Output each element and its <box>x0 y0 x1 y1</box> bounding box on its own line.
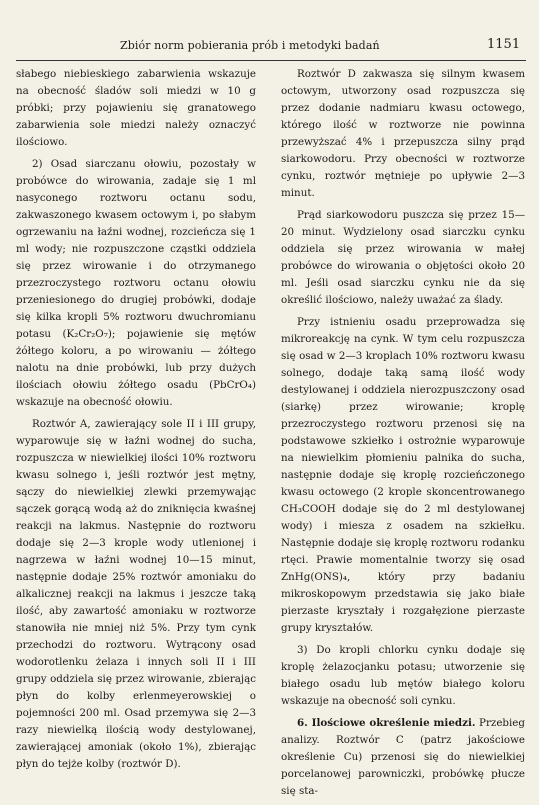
section-copper <box>281 715 525 800</box>
right-column <box>281 66 525 805</box>
paragraph-hydrogen-sulfide: Prąd siarkowodoru puszcza się przez 15—20 minut. Wydzielony osad siarczku cynku oddziela się przez wirowania w małej probówce do wirowania o objętości około 20 ml. Jeśli osad siarczku cynku nie da się określić ilościowo, należy uważać za ślady. <box>281 209 525 306</box>
paragraph-ferrocyanide-test: 3) Do kropli chlorku cynku dodaje się kroplę żelazocjanku potasu; utworzenie się białego osadu lub mętów białego koloru wskazuje na obecność soli cynku. <box>281 644 525 707</box>
section-heading: 6. Ilościowe określenie miedzi. <box>297 717 476 729</box>
paragraph-microreaction: Przy istnieniu osadu przeprowadza się mikroreakcję na cynk. W tym celu rozpuszcza się osad w 2—3 kroplach 10% roztworu kwasu solnego, dodaje taką samą ilość wody destylowanej i oddziela nierozpuszczony osad (siarkę) przez wirowanie; kroplę przezroczystego roztworu przenosi się na podstawowe szkiełko i ostrożnie wyparowuje na niewielkim płomieniu palnika do sucha, następnie dodaje się kroplę rozcieńczonego kwasu octowego (2 krople skoncentrowanego CH₃COOH dodaje się do 2 ml destylowanej wody) i miesza z osadem na szkiełku. Następnie dodaje się kroplę roztworu rodanku rtęci. Prawie momentalnie tworzy się osad ZnHg(ONS)₄, który przy badaniu mikroskopowym przedstawia się jako białe pierzaste kryształy i rozgałęzione pierzaste grupy kryształów. <box>281 316 525 634</box>
header-title: Zbiór norm pobierania prób i metodyki badań <box>120 39 380 52</box>
left-column <box>16 66 256 778</box>
paragraph-continuation: słabego niebieskiego zabarwienia wskazuje na obecność śladów soli miedzi w 10 g próbki; przy pojawieniu się granatowego zabarwienia sole miedzi należy oznaczyć ilościowo. <box>16 68 256 148</box>
section-text: Przebieg analizy. Roztwór C (patrz jakościowe określenie Cu) przenosi się do niewielkiej porcelanowej parowniczki, probówkę płucze się sta- <box>281 717 525 797</box>
header-rule <box>16 60 526 61</box>
paragraph-lead-test: 2) Osad siarczanu ołowiu, pozostały w probówce do wirowania, zadaje się 1 ml nasyconego roztworu octanu sodu, zakwaszonego kwasem octowym i, po słabym ogrzewaniu na łaźni wodnej, rozcieńcza się 1 ml wody; nie rozpuszczone cząstki oddziela się przez wirowanie i do otrzymanego przezroczystego roztworu octanu ołowiu przeniesionego do drugiej probówki, dodaje się kilka kropli 5% roztworu dwuchromianu potasu (K₂Cr₂O₇); pojawienie się mętów żółtego koloru, a po wirowaniu — żółtego nalotu na dnie probówki, lub przy dużych ilościach ołowiu żółtego osadu (PbCrO₄) wskazuje na obecność ołowiu. <box>16 158 256 408</box>
page-number: 1151 <box>487 37 521 52</box>
paragraph-solution-d: Roztwór D zakwasza się silnym kwasem octowym, utworzony osad rozpuszcza się przez dodanie nadmiaru kwasu octowego, którego ilość w roztworze nie powinna przewyższać 4% i przepuszcza silny prąd siarkowodoru. Przy obecności w roztworze cynku, roztwór mętnieje po upływie 2—3 minut. <box>281 68 525 199</box>
running-header <box>0 36 539 56</box>
paragraph-solution-a: Roztwór A, zawierający sole II i III grupy, wyparowuje się w łaźni wodnej do sucha, rozpuszcza w niewielkiej ilości 10% roztworu kwasu solnego i, jeśli roztwór jest mętny, sączy do niewielkiej zlewki przemywając sączek gorącą wodą aż do zniknięcia kwaśnej reakcji na lakmus. Następnie do roztworu dodaje się 2—3 krople wody utlenionej i nagrzewa w łaźni wodnej 10—15 minut, następnie dodaje 25% roztwór amoniaku do alkalicznej reakcji na lakmus i jeszcze taką ilość, aby zawartość amoniaku w roztworze stanowiła nie mniej niż 5%. Przy tym cynk przechodzi do roztworu. Wytrącony osad wodorotlenku żelaza i innych soli II i III grupy oddziela się przez wirowanie, zbierając płyn do kolby erlenmeyerowskiej o pojemności 200 ml. Osad przemywa się 2—3 razy niewielką ilością wody destylowanej, zawierającej amoniak (około 1%), zbierając płyn do tejże kolby (roztwór D). <box>16 418 256 770</box>
